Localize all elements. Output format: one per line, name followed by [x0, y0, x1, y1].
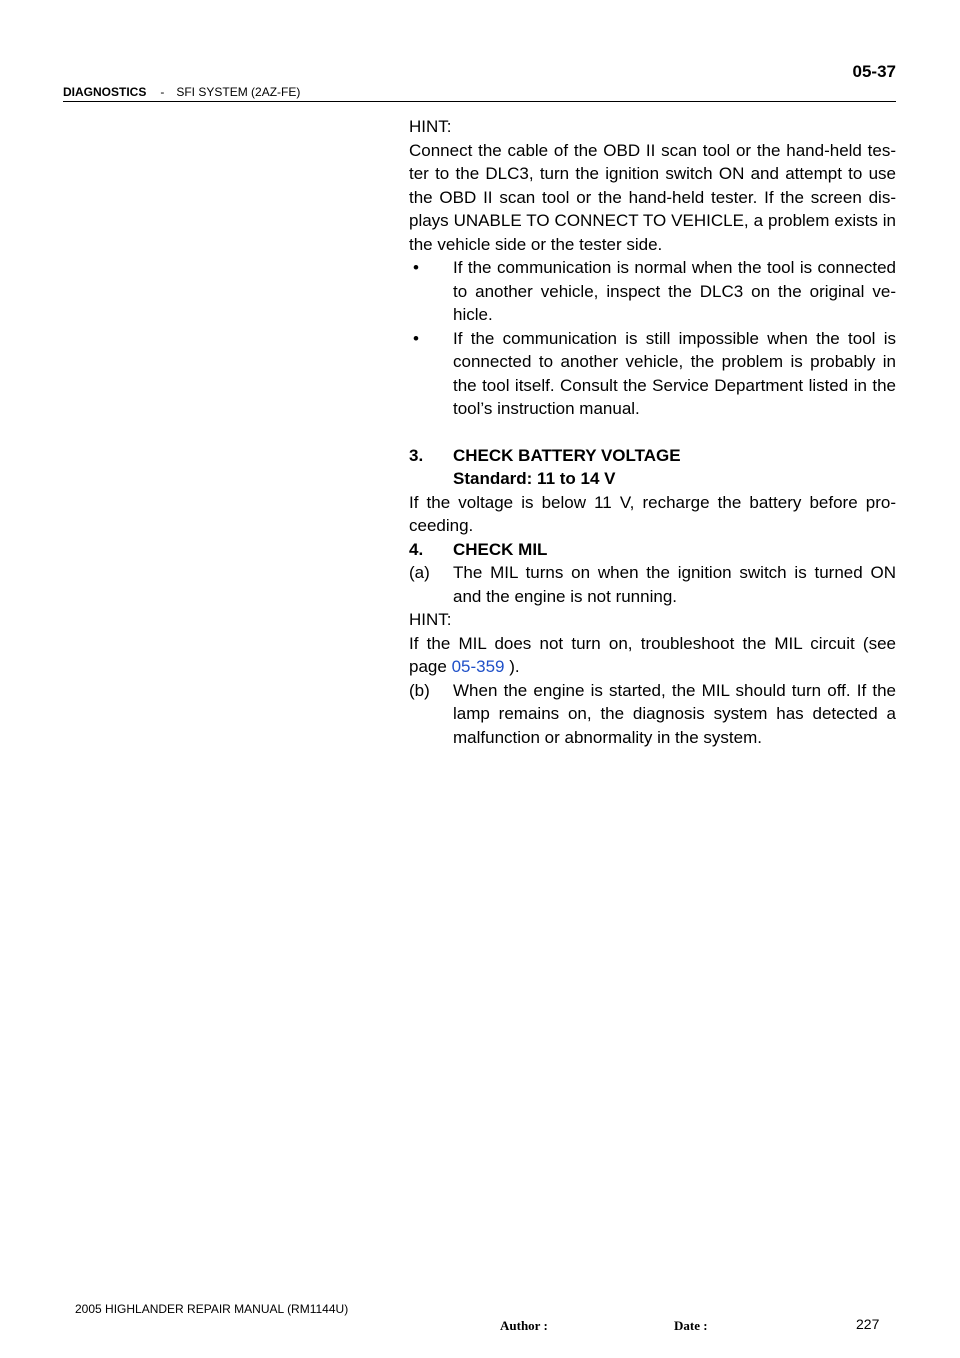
step-title: CHECK BATTERY VOLTAGE: [453, 445, 681, 465]
step-number: 3.: [409, 445, 424, 465]
spacer: [409, 421, 896, 444]
step-4-heading: [409, 538, 896, 562]
bullet-icon: •: [413, 328, 419, 348]
step-number: 4.: [409, 539, 424, 559]
running-header: [63, 85, 300, 99]
standard-value: Standard: 11 to 14 V: [453, 469, 616, 488]
page-number: 05-37: [852, 62, 896, 81]
bullet-item: [409, 327, 896, 421]
page-link[interactable]: 05-359: [451, 657, 505, 676]
footer-author-label: Author :: [500, 1318, 548, 1333]
step-3-heading: [409, 444, 896, 468]
step-3-text: If the voltage is below 11 V, recharge the battery before pro-ceeding.: [409, 492, 896, 535]
substep-a: [409, 561, 896, 608]
hint-label: HINT:: [409, 610, 452, 629]
main-content: [409, 115, 896, 749]
substep-text: The MIL turns on when the ignition switch is turned ON and the engine is not running.: [453, 563, 896, 606]
header-subsection: SFI SYSTEM (2AZ-FE): [176, 85, 301, 99]
bullet-text: If the communication is normal when the tool is connected to another vehicle, inspect the DLC3 on the original ve-hicle.: [453, 258, 896, 324]
footer-page-number: 227: [856, 1316, 880, 1332]
hint-text: If the MIL does not turn on, troubleshoot the MIL circuit (see page 05-359 ).: [409, 633, 896, 676]
substep-label: (a): [409, 563, 430, 582]
hint-label: HINT:: [409, 117, 452, 136]
step-title: CHECK MIL: [453, 539, 548, 559]
bullet-text: If the communication is still impossible when the tool is connected to another vehicle, the problem is probably in the tool itself. Consult the Service Department listed in the tool’s instruction manual.: [453, 328, 896, 418]
header-dash: -: [160, 85, 165, 99]
substep-label: (b): [409, 680, 430, 700]
substep-text: When the engine is started, the MIL should turn off. If the lamp remains on, the diagnosis system has detected a malfunction or abnormality in the system.: [453, 680, 896, 747]
footer-date-label: Date :: [674, 1318, 708, 1333]
header-section: DIAGNOSTICS: [63, 85, 147, 99]
bullet-icon: •: [413, 258, 419, 277]
hint-text: Connect the cable of the OBD II scan tool or the hand-held tes-ter to the DLC3, turn the ignition switch ON and attempt to use the OBD II scan tool or the hand-held tester. If the screen dis-plays UNABLE TO CONNECT TO VEHICLE, a problem exists in the vehicle side or the tester side.: [409, 140, 896, 254]
substep-b: [409, 679, 896, 750]
footer-manual-title: 2005 HIGHLANDER REPAIR MANUAL (RM1144U): [75, 1302, 349, 1316]
header-rule: [63, 101, 896, 102]
bullet-item: [409, 256, 896, 327]
